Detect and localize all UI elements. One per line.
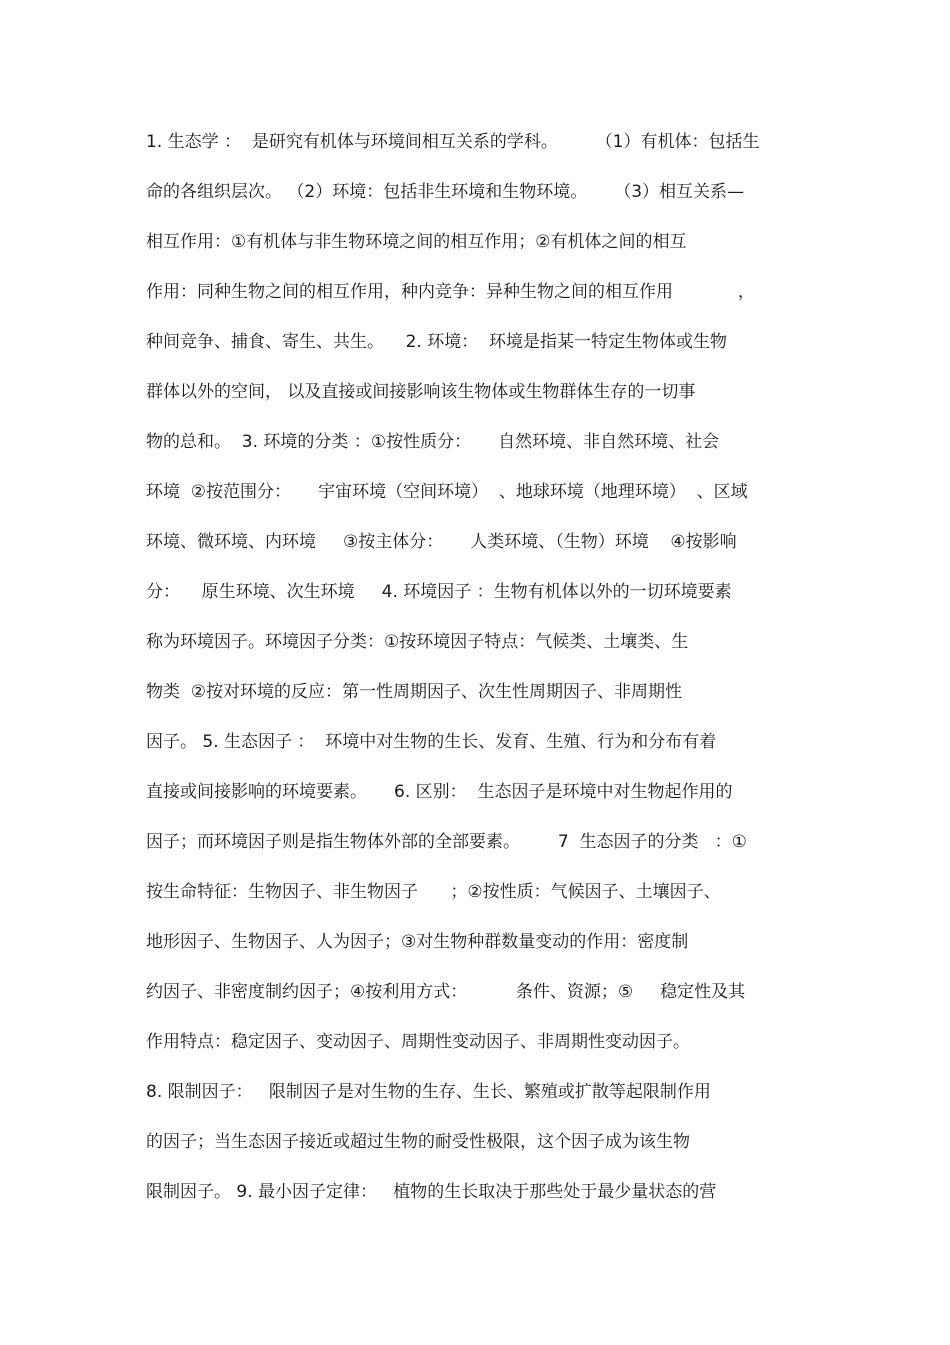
text-line: 约因子、非密度制约因子；④按利用方式： 条件、资源；⑤ 稳定性及其 (146, 982, 746, 1002)
text-line: 作用特点：稳定因子、变动因子、周期性变动因子、非周期性变动因子。 (146, 1032, 690, 1052)
text-line: 分： 原生环境、次生环境 4. 环境因子 ：生物有机体以外的一切环境要素 (146, 582, 732, 602)
text-line: 因子；而环境因子则是指生物体外部的全部要素。 7 生态因子的分类 ：① (146, 832, 747, 852)
text-line: 种间竞争、捕食、寄生、共生。 2. 环境： 环境是指某一特定生物体或生物 (146, 332, 728, 352)
text-line: 相互作用：①有机体与非生物环境之间的相互作用；②有机体之间的相互 (146, 232, 687, 252)
text-line: 称为环境因子。环境因子分类：①按环境因子特点：气候类、土壤类、生 (146, 632, 689, 652)
text-line: 群体以外的空间， 以及直接或间接影响该生物体或生物群体生存的一切事 (146, 382, 696, 402)
text-line: 命的各组织层次。 （2）环境：包括非生环境和生物环境。 （3）相互关系— (146, 182, 745, 202)
text-line: 8. 限制因子： 限制因子是对生物的生存、生长、繁殖或扩散等起限制作用 (146, 1082, 711, 1102)
text-line: 按生命特征：生物因子、非生物因子 ；②按性质：气候因子、土壤因子、 (146, 882, 721, 902)
text-line: 作用：同种生物之间的相互作用，种内竞争：异种生物之间的相互作用 ， (146, 282, 755, 302)
text-line: 1. 生态学 ： 是研究有机体与环境间相互关系的学科。 （1）有机体：包括生 (146, 132, 760, 152)
text-line: 直接或间接影响的环境要素。 6. 区别： 生态因子是环境中对生物起作用的 (146, 782, 733, 802)
text-line: 限制因子。 9. 最小因子定律： 植物的生长取决于那些处于最少量状态的营 (146, 1182, 717, 1202)
text-line: 因子。 5. 生态因子 ： 环境中对生物的生长、发育、生殖、行为和分布有着 (146, 732, 717, 752)
text-line: 地形因子、生物因子、人为因子；③对生物种群数量变动的作用：密度制 (146, 932, 689, 952)
text-line: 环境 ②按范围分： 宇宙环境（空间环境） 、地球环境（地理环境） 、区域 (146, 482, 748, 502)
text-line: 环境、微环境、内环境 ③按主体分： 人类环境、（生物）环境 ④按影响 (146, 532, 737, 552)
text-line: 物类 ②按对环境的反应：第一性周期因子、次生性周期因子、非周期性 (146, 682, 683, 702)
body-text (146, 124, 811, 1224)
text-line: 的因子；当生态因子接近或超过生物的耐受性极限，这个因子成为该生物 (146, 1132, 690, 1152)
text-line: 物的总和。 3. 环境的分类 ：①按性质分： 自然环境、非自然环境、社会 (146, 432, 720, 452)
